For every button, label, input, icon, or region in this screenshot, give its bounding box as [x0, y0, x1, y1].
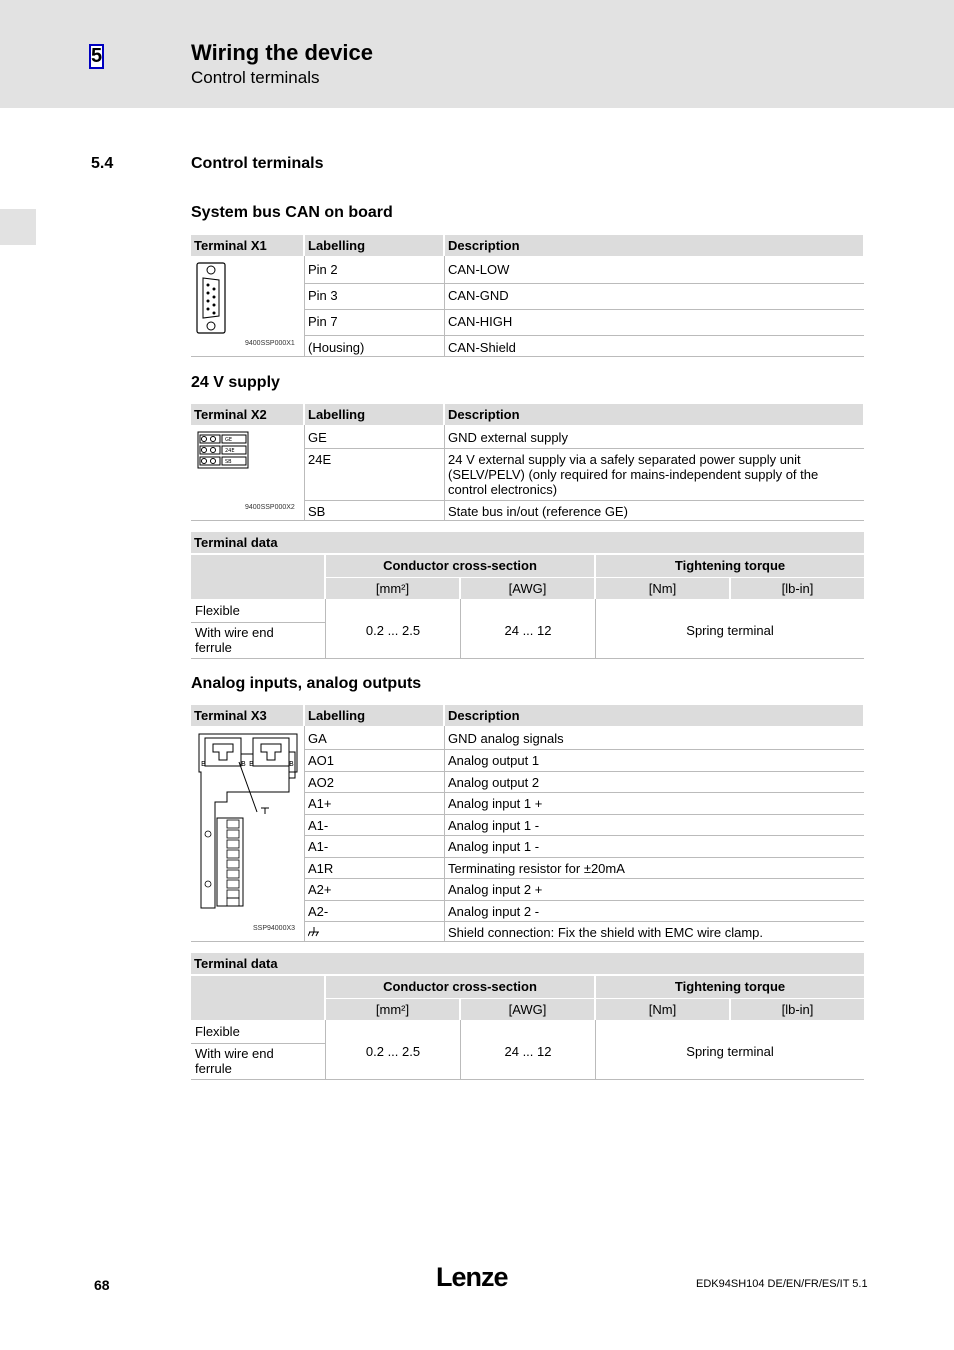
table-cell: Pin 2 [308, 262, 338, 277]
table-cell: Terminating resistor for ±20mA [448, 861, 625, 876]
table-cell: Shield connection: Fix the shield with EMC wire clamp. [448, 925, 764, 940]
torque-header: Tightening torque [674, 558, 786, 573]
supply-table [191, 404, 864, 522]
table-cell: A2+ [308, 882, 332, 897]
svg-text:SB: SB [225, 459, 232, 465]
can-table [191, 235, 864, 358]
x2-terminal-image [197, 431, 249, 472]
torque-value: Spring terminal [686, 1044, 774, 1059]
cross-section-header: Conductor cross-section [383, 558, 537, 573]
awg-value: 24 ... 12 [504, 623, 552, 638]
document-code: EDK94SH104 DE/EN/FR/ES/IT 5.1 [696, 1278, 868, 1290]
supply-heading: 24 V supply [191, 374, 280, 391]
col-header-terminal: Terminal X1 [191, 235, 303, 256]
section-number: 5.4 [91, 155, 114, 172]
table-cell: (Housing) [308, 340, 365, 355]
image-code: 9400SSP000X1 [245, 340, 295, 347]
row-label: Flexible [195, 603, 240, 618]
awg-value: 24 ... 12 [504, 1044, 552, 1059]
row-label: With wire end ferrule [195, 1046, 274, 1076]
section-title: Control terminals [191, 155, 324, 172]
table-cell: State bus in/out (reference GE) [448, 504, 628, 519]
image-code: SSP94000X3 [253, 925, 296, 932]
svg-text:GE: GE [225, 437, 233, 443]
svg-text:B: B [289, 760, 294, 768]
col-header-terminal: Terminal X3 [191, 705, 303, 726]
analog-terminal-data [191, 953, 864, 1080]
table-cell: CAN-HIGH [448, 314, 513, 329]
table-cell: AO2 [308, 775, 335, 790]
table-cell: GND external supply [448, 430, 568, 445]
svg-text:24E: 24E [225, 448, 235, 454]
table-cell: 24E [308, 452, 332, 467]
page-number: 68 [94, 1277, 110, 1293]
row-label: Flexible [195, 1024, 240, 1039]
side-tab-marker [0, 209, 36, 245]
col-header-description: Description [445, 705, 863, 726]
mm2-value: 0.2 ... 2.5 [365, 623, 421, 638]
table-cell: Analog input 1 - [448, 839, 540, 854]
table-cell: CAN-Shield [448, 340, 516, 355]
torque-value: Spring terminal [686, 623, 774, 638]
terminal-data-title: Terminal data [194, 535, 278, 550]
can-heading: System bus CAN on board [191, 204, 393, 221]
col-header-description: Description [445, 235, 863, 256]
table-cell: A2- [308, 904, 329, 919]
table-cell: Pin 3 [308, 288, 338, 303]
mm2-value: 0.2 ... 2.5 [365, 1044, 421, 1059]
chapter-subtitle: Control terminals [191, 68, 320, 87]
torque-header: Tightening torque [674, 979, 786, 994]
table-cell: Analog input 2 - [448, 904, 540, 919]
x3-terminal-image [197, 732, 299, 913]
shield-ground-icon [308, 925, 320, 940]
table-cell: AO1 [308, 753, 335, 768]
chapter-number: 5 [91, 45, 103, 67]
analog-heading: Analog inputs, analog outputs [191, 675, 422, 692]
unit-label: [Nm] [648, 1002, 677, 1017]
unit-label: [mm²] [375, 1002, 410, 1017]
svg-text:B: B [201, 760, 206, 768]
table-cell: 24 V external supply via a safely separated power supply unit (SELV/PELV) (only required for mains-independent supply of the control electronics) [448, 452, 819, 497]
analog-table [191, 705, 864, 943]
col-header-terminal: Terminal X2 [191, 404, 303, 425]
table-cell: Analog input 1 - [448, 818, 540, 833]
col-header-description: Description [445, 404, 863, 425]
table-cell: Analog output 1 [448, 753, 540, 768]
sub-d-connector-image [196, 262, 226, 337]
col-header-labelling: Labelling [305, 235, 443, 256]
table-cell: A1+ [308, 796, 332, 811]
unit-label: [AWG] [508, 1002, 547, 1017]
table-cell: A1- [308, 818, 329, 833]
col-header-labelling: Labelling [305, 404, 443, 425]
table-cell: CAN-LOW [448, 262, 510, 277]
table-cell: A1R [308, 861, 334, 876]
table-cell: Analog output 2 [448, 775, 540, 790]
table-cell: CAN-GND [448, 288, 509, 303]
image-code: 9400SSP000X2 [245, 504, 295, 511]
supply-terminal-data [191, 532, 864, 659]
lenze-logo: Lenze [436, 1262, 508, 1292]
row-label: With wire end ferrule [195, 625, 274, 655]
unit-label: [lb-in] [781, 1002, 814, 1017]
table-cell: Pin 7 [308, 314, 338, 329]
unit-label: [lb-in] [781, 581, 814, 596]
cross-section-header: Conductor cross-section [383, 979, 537, 994]
terminal-data-title: Terminal data [194, 956, 278, 971]
header-band [0, 0, 954, 108]
table-cell: GA [308, 731, 327, 746]
unit-label: [AWG] [508, 581, 547, 596]
unit-label: [mm²] [375, 581, 410, 596]
chapter-title: Wiring the device [191, 40, 373, 65]
unit-label: [Nm] [648, 581, 677, 596]
col-header-labelling: Labelling [305, 705, 443, 726]
table-cell: Analog input 1 + [448, 796, 543, 811]
table-cell: GND analog signals [448, 731, 564, 746]
table-cell: A1- [308, 839, 329, 854]
table-cell: GE [308, 430, 327, 445]
table-cell: SB [308, 504, 326, 519]
svg-text:B: B [241, 760, 246, 768]
table-cell: Analog input 2 + [448, 882, 543, 897]
svg-text:B: B [249, 760, 254, 768]
